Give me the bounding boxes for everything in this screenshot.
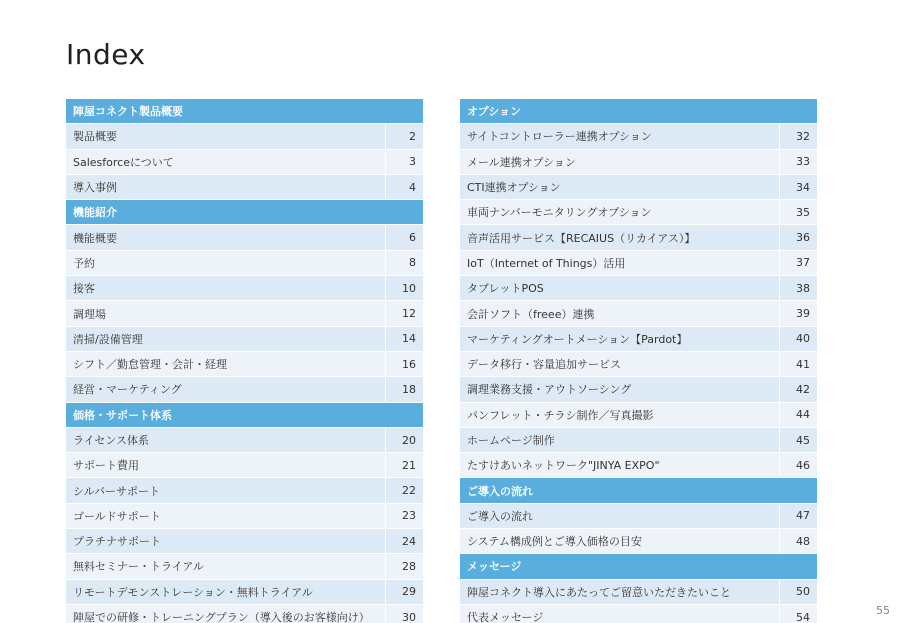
index-entry-page: 42 <box>779 377 817 401</box>
index-entry-page: 16 <box>385 352 423 376</box>
index-entry-label: 接客 <box>66 276 385 300</box>
index-entry[interactable] <box>66 478 423 503</box>
index-entry-page: 46 <box>779 453 817 477</box>
index-entry[interactable] <box>66 276 423 301</box>
index-entry-page: 22 <box>385 478 423 502</box>
index-entry[interactable] <box>460 327 817 352</box>
index-entry[interactable] <box>460 301 817 326</box>
page-title: Index <box>66 38 146 71</box>
index-entry-page: 24 <box>385 529 423 553</box>
index-entry-page: 30 <box>385 605 423 623</box>
index-entry-page: 45 <box>779 428 817 452</box>
section-header <box>460 554 817 579</box>
index-entry[interactable] <box>66 377 423 402</box>
index-entry[interactable] <box>66 529 423 554</box>
index-entry[interactable] <box>66 352 423 377</box>
index-entry-page: 3 <box>385 150 423 174</box>
index-entry-label: サポート費用 <box>66 453 385 477</box>
index-entry-page: 37 <box>779 251 817 275</box>
index-entry-label: 経営・マーケティング <box>66 377 385 401</box>
index-entry-label: データ移行・容量追加サービス <box>460 352 779 376</box>
index-entry[interactable] <box>66 428 423 453</box>
index-entry-label: システム構成例とご導入価格の目安 <box>460 529 779 553</box>
index-entry-label: ゴールドサポート <box>66 504 385 528</box>
index-entry-label: 調理場 <box>66 301 385 325</box>
index-entry-page: 54 <box>779 605 817 623</box>
index-entry-page: 29 <box>385 580 423 604</box>
index-entry-page: 12 <box>385 301 423 325</box>
index-entry[interactable] <box>460 225 817 250</box>
section-header <box>460 99 817 124</box>
index-entry-label: リモートデモンストレーション・無料トライアル <box>66 580 385 604</box>
index-entry-label: 製品概要 <box>66 124 385 148</box>
index-entry-label: 車両ナンバーモニタリングオプション <box>460 200 779 224</box>
slide-page-number: 55 <box>876 604 890 617</box>
index-entry[interactable] <box>66 301 423 326</box>
index-entry-label: 会計ソフト（freee）連携 <box>460 301 779 325</box>
index-entry[interactable] <box>66 504 423 529</box>
index-entry-page: 36 <box>779 225 817 249</box>
index-entry-label: 代表メッセージ <box>460 605 779 623</box>
index-entry-page: 8 <box>385 251 423 275</box>
index-entry[interactable] <box>66 453 423 478</box>
index-entry[interactable] <box>66 580 423 605</box>
index-entry-page: 34 <box>779 175 817 199</box>
section-header <box>66 99 423 124</box>
index-entry-page: 44 <box>779 403 817 427</box>
section-header-label: 陣屋コネクト製品概要 <box>66 99 423 123</box>
index-entry-label: マーケティングオートメーション【Pardot】 <box>460 327 779 351</box>
index-entry[interactable] <box>460 276 817 301</box>
index-entry[interactable] <box>66 150 423 175</box>
index-entry-page: 47 <box>779 504 817 528</box>
index-entry-page: 21 <box>385 453 423 477</box>
index-table-right <box>460 99 817 623</box>
index-entry[interactable] <box>66 175 423 200</box>
index-entry[interactable] <box>460 580 817 605</box>
index-entry-page: 18 <box>385 377 423 401</box>
index-entry-page: 50 <box>779 580 817 604</box>
index-entry[interactable] <box>460 428 817 453</box>
index-entry-page: 39 <box>779 301 817 325</box>
index-entry-page: 40 <box>779 327 817 351</box>
index-entry[interactable] <box>460 200 817 225</box>
index-entry-page: 28 <box>385 554 423 578</box>
index-entry-label: タブレットPOS <box>460 276 779 300</box>
index-entry-label: プラチナサポート <box>66 529 385 553</box>
index-entry-page: 35 <box>779 200 817 224</box>
section-header <box>66 200 423 225</box>
index-entry-label: 音声活用サービス【RECAIUS（リカイアス）】 <box>460 225 779 249</box>
index-entry-page: 23 <box>385 504 423 528</box>
index-entry-label: CTI連携オプション <box>460 175 779 199</box>
index-table-left <box>66 99 423 623</box>
index-entry[interactable] <box>66 124 423 149</box>
index-entry-label: 予約 <box>66 251 385 275</box>
section-header-label: ご導入の流れ <box>460 478 817 502</box>
index-entry-page: 14 <box>385 327 423 351</box>
index-entry[interactable] <box>460 352 817 377</box>
index-entry[interactable] <box>66 554 423 579</box>
index-entry-label: 調理業務支援・アウトソーシング <box>460 377 779 401</box>
section-header-label: オプション <box>460 99 817 123</box>
index-entry-label: シルバーサポート <box>66 478 385 502</box>
index-entry-page: 2 <box>385 124 423 148</box>
index-entry-label: ご導入の流れ <box>460 504 779 528</box>
index-entry-page: 48 <box>779 529 817 553</box>
index-entry-page: 32 <box>779 124 817 148</box>
index-entry[interactable] <box>460 377 817 402</box>
index-entry[interactable] <box>66 605 423 623</box>
section-header-label: メッセージ <box>460 554 817 578</box>
index-entry-label: ライセンス体系 <box>66 428 385 452</box>
index-entry[interactable] <box>66 327 423 352</box>
index-entry-label: 陣屋での研修・トレーニングプラン（導入後のお客様向け） <box>66 605 385 623</box>
index-entry-page: 38 <box>779 276 817 300</box>
section-header <box>460 478 817 503</box>
index-entry-page: 6 <box>385 225 423 249</box>
index-entry-page: 41 <box>779 352 817 376</box>
index-entry[interactable] <box>460 453 817 478</box>
index-entry-label: 機能概要 <box>66 225 385 249</box>
index-entry-page: 10 <box>385 276 423 300</box>
index-entry-label: ホームページ制作 <box>460 428 779 452</box>
index-entry-label: IoT（Internet of Things）活用 <box>460 251 779 275</box>
index-entry-label: たすけあいネットワーク"JINYA EXPO" <box>460 453 779 477</box>
index-entry[interactable] <box>460 124 817 149</box>
index-entry[interactable] <box>460 529 817 554</box>
index-entry-page: 4 <box>385 175 423 199</box>
index-entry-label: 清掃/設備管理 <box>66 327 385 351</box>
index-entry-label: 導入事例 <box>66 175 385 199</box>
index-entry-label: シフト／勤怠管理・会計・経理 <box>66 352 385 376</box>
index-entry[interactable] <box>460 504 817 529</box>
index-entry-label: パンフレット・チラシ制作／写真撮影 <box>460 403 779 427</box>
index-entry[interactable] <box>66 251 423 276</box>
index-entry[interactable] <box>460 605 817 623</box>
section-header <box>66 403 423 428</box>
section-header-label: 機能紹介 <box>66 200 423 224</box>
index-entry[interactable] <box>460 175 817 200</box>
index-entry-label: 陣屋コネクト導入にあたってご留意いただきたいこと <box>460 580 779 604</box>
section-header-label: 価格・サポート体系 <box>66 403 423 427</box>
index-entry-page: 33 <box>779 150 817 174</box>
index-entry[interactable] <box>66 225 423 250</box>
index-entry[interactable] <box>460 403 817 428</box>
index-entry-label: 無料セミナー・トライアル <box>66 554 385 578</box>
index-entry[interactable] <box>460 150 817 175</box>
index-entry-page: 20 <box>385 428 423 452</box>
index-entry[interactable] <box>460 251 817 276</box>
index-entry-label: メール連携オプション <box>460 150 779 174</box>
index-entry-label: サイトコントローラー連携オプション <box>460 124 779 148</box>
index-entry-label: Salesforceについて <box>66 150 385 174</box>
